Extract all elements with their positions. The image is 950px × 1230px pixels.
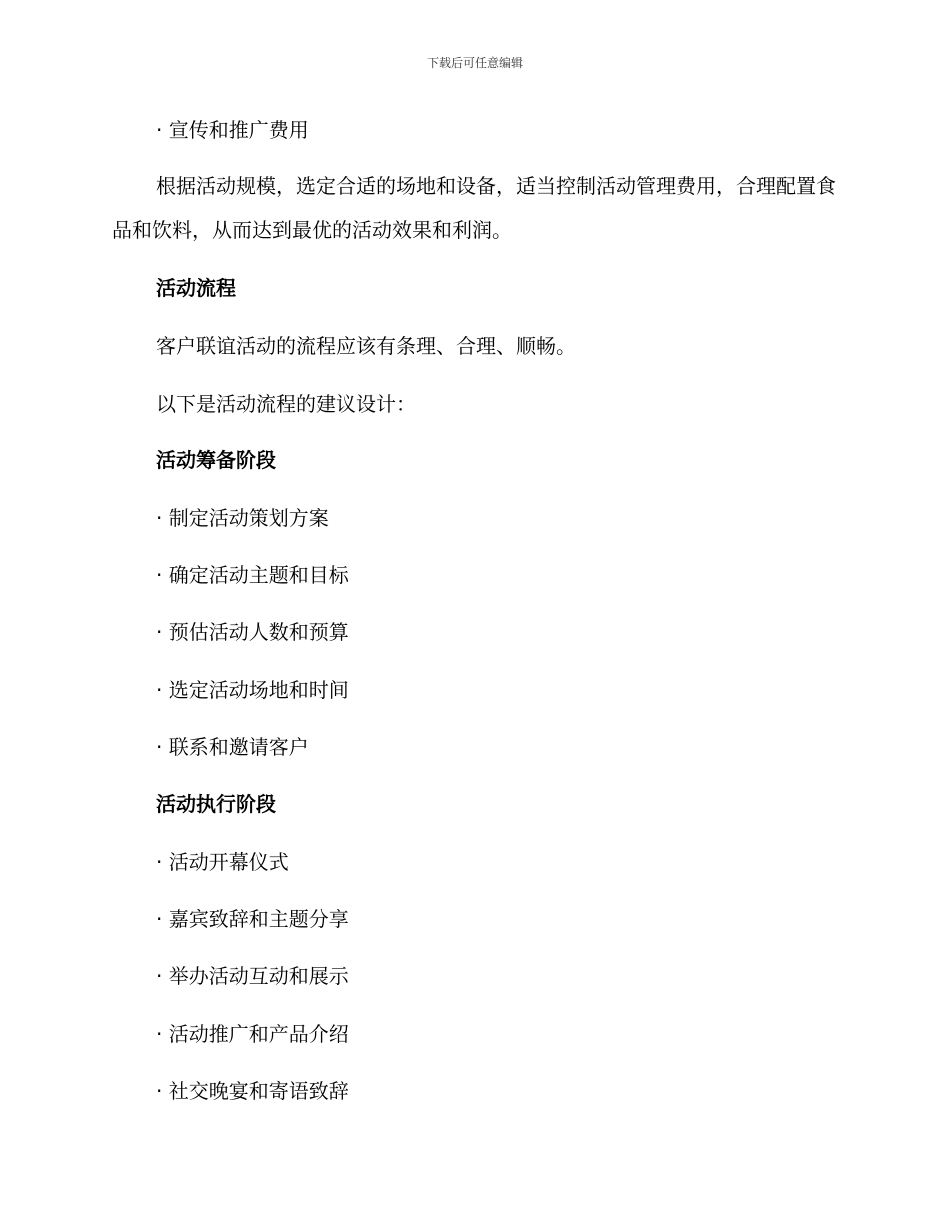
exec-list-item: · 活动推广和产品介绍 [156,1022,349,1046]
exec-list-item: · 活动开幕仪式 [156,850,289,874]
heading-prep-stage: 活动筹备阶段 [156,448,276,472]
exec-list-item: · 社交晚宴和寄语致辞 [156,1079,349,1103]
exec-list-item: · 举办活动互动和展示 [156,964,349,988]
prep-list-item: · 确定活动主题和目标 [156,563,349,587]
heading-activity-flow: 活动流程 [156,276,236,300]
prep-list-item: · 联系和邀请客户 [156,735,309,759]
prep-list-item: · 制定活动策划方案 [156,506,329,530]
paragraph-intro: 以下是活动流程的建议设计： [156,392,416,416]
prep-list-item: · 选定活动场地和时间 [156,678,349,702]
prep-list-item: · 预估活动人数和预算 [156,620,349,644]
exec-list-item: · 嘉宾致辞和主题分享 [156,907,349,931]
page-header: 下载后可任意编辑 [426,56,523,70]
heading-exec-stage: 活动执行阶段 [156,792,276,816]
paragraph-flow: 客户联谊活动的流程应该有条理、合理、顺畅。 [156,334,576,358]
paragraph-budget: 根据活动规模，选定合适的场地和设备，适当控制活动管理费用，合理配置食品和饮料，从而达到最优的活动效果和利润。 [112,174,836,242]
list-item-promo: · 宣传和推广费用 [156,118,309,142]
